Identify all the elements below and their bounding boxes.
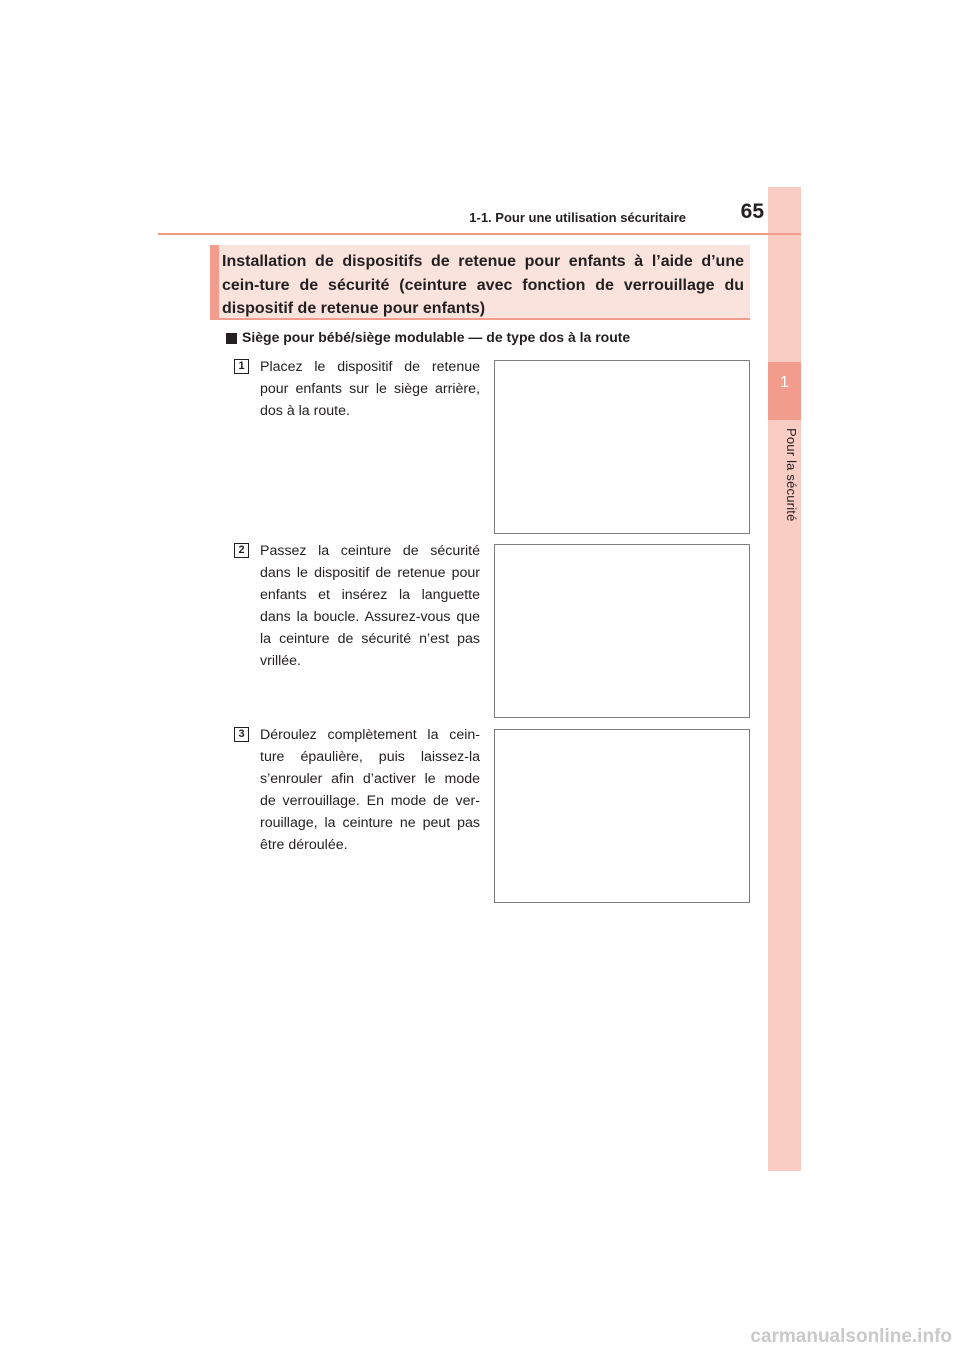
section-title: Installation de dispositifs de retenue pour enfants à l’aide d’une cein-ture de sécurité (ceinture avec fonction de verrouillage du dispositif de retenue pour enfants) [222, 253, 744, 317]
step-text-1: Placez le dispositif de retenue pour enfants sur le siège arrière, dos à la route. [260, 359, 480, 419]
square-bullet-icon [226, 333, 237, 344]
step-text-3: Déroulez complètement la cein-ture épaulière, puis laissez-la s’enrouler afin d’activer le mode de verrouillage. En mode de ver-rouillage, la ceinture ne peut pas être déroulée. [260, 727, 480, 853]
watermark[interactable]: carmanualsonline.info [750, 1326, 952, 1347]
step-text-2: Passez la ceinture de sécurité dans le dispositif de retenue pour enfants et insérez la languette dans la boucle. Assurez-vous que la ceinture de sécurité n’est pas vrillée. [260, 543, 480, 669]
side-tab-strip [768, 187, 801, 1171]
illustration-step-1 [494, 360, 750, 534]
illustration-step-3 [494, 729, 750, 903]
illustration-step-2 [494, 544, 750, 718]
chapter-number: 1 [780, 374, 789, 391]
step-number-2: 2 [234, 543, 249, 558]
step-number-1: 1 [234, 359, 249, 374]
sub-heading: Siège pour bébé/siège modulable — de type dos à la route [242, 329, 631, 345]
header-rule [158, 233, 801, 235]
step-number-3: 3 [234, 727, 249, 742]
running-header: 1-1. Pour une utilisation sécuritaire [469, 210, 686, 225]
chapter-label: Pour la sécurité [784, 428, 799, 522]
page-number: 65 [740, 200, 764, 223]
